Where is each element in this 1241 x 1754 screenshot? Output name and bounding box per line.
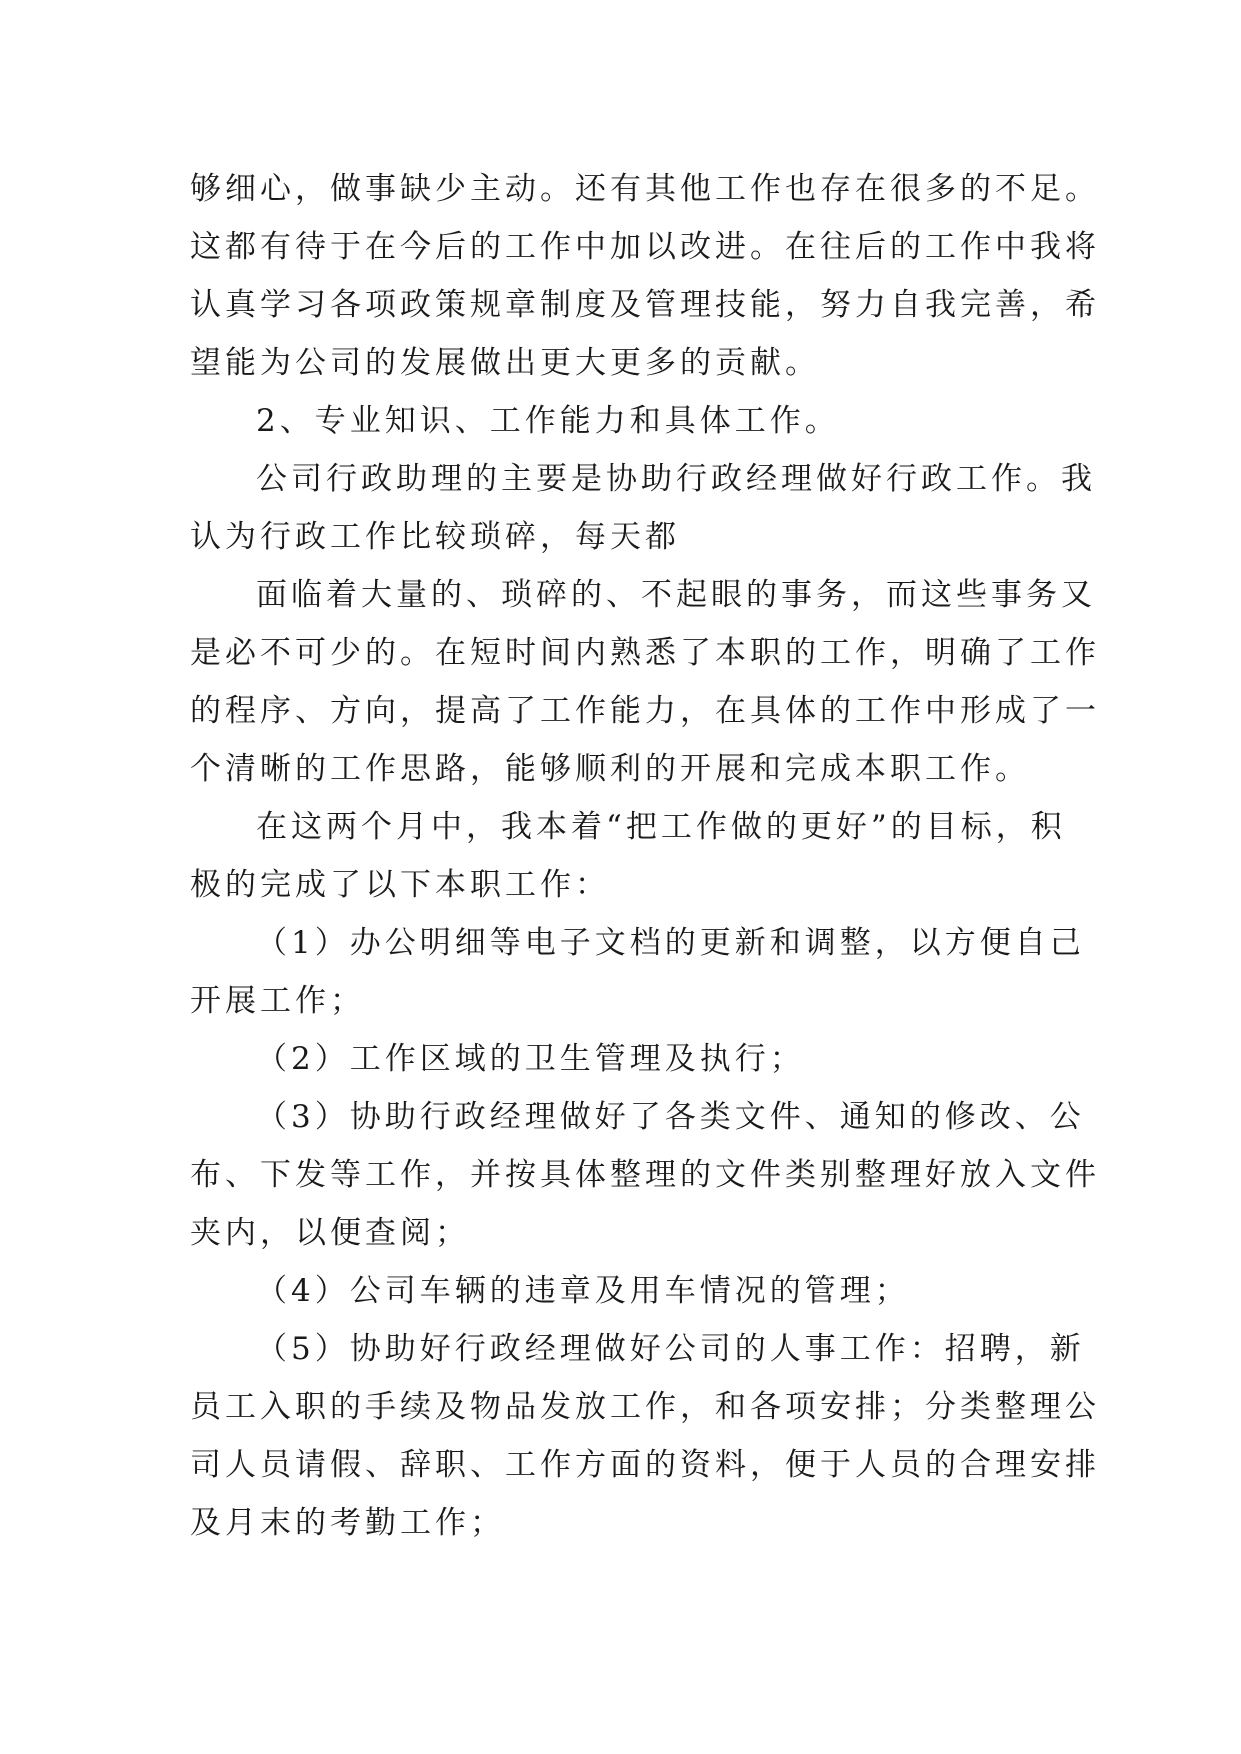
- text-line: 认真学习各项政策规章制度及管理技能，努力自我完善，希: [190, 287, 1100, 323]
- text-line: 认为行政工作比较琐碎，每天都: [190, 519, 680, 555]
- list-item: （5）协助好行政经理做好公司的人事工作：招聘，新: [256, 1331, 1085, 1367]
- list-item: （2）工作区域的卫生管理及执行；: [256, 1041, 805, 1077]
- text-line: 这都有待于在今后的工作中加以改进。在往后的工作中我将: [190, 229, 1100, 265]
- list-item: （3）协助行政经理做好了各类文件、通知的修改、公: [256, 1099, 1085, 1135]
- text-line: 布、下发等工作，并按具体整理的文件类别整理好放入文件: [190, 1157, 1100, 1193]
- text-line: 夹内，以便查阅；: [190, 1215, 470, 1251]
- text-line: 面临着大量的、琐碎的、不起眼的事务，而这些事务又: [256, 577, 1096, 613]
- text-line: 是必不可少的。在短时间内熟悉了本职的工作，明确了工作: [190, 635, 1100, 671]
- document-body: [190, 160, 1100, 1552]
- text-line: 公司行政助理的主要是协助行政经理做好行政工作。我: [256, 461, 1096, 497]
- text-line: 员工入职的手续及物品发放工作，和各项安排；分类整理公: [190, 1389, 1100, 1425]
- list-item: （1）办公明细等电子文档的更新和调整，以方便自己: [256, 925, 1085, 961]
- text-line: 在这两个月中，我本着“把工作做的更好”的目标，积: [256, 809, 1066, 845]
- text-line: 的程序、方向，提高了工作能力，在具体的工作中形成了一: [190, 693, 1100, 729]
- text-line: 司人员请假、辞职、工作方面的资料，便于人员的合理安排: [190, 1447, 1100, 1483]
- text-line: 开展工作；: [190, 983, 365, 1019]
- list-item: （4）公司车辆的违章及用车情况的管理；: [256, 1273, 910, 1309]
- text-line: 极的完成了以下本职工作：: [190, 867, 610, 903]
- text-line: 个清晰的工作思路，能够顺利的开展和完成本职工作。: [190, 751, 1030, 787]
- text-line: 够细心，做事缺少主动。还有其他工作也存在很多的不足。: [190, 171, 1100, 207]
- section-heading: 2、专业知识、工作能力和具体工作。: [256, 403, 840, 439]
- text-line: 及月末的考勤工作；: [190, 1505, 505, 1541]
- text-line: 望能为公司的发展做出更大更多的贡献。: [190, 345, 820, 381]
